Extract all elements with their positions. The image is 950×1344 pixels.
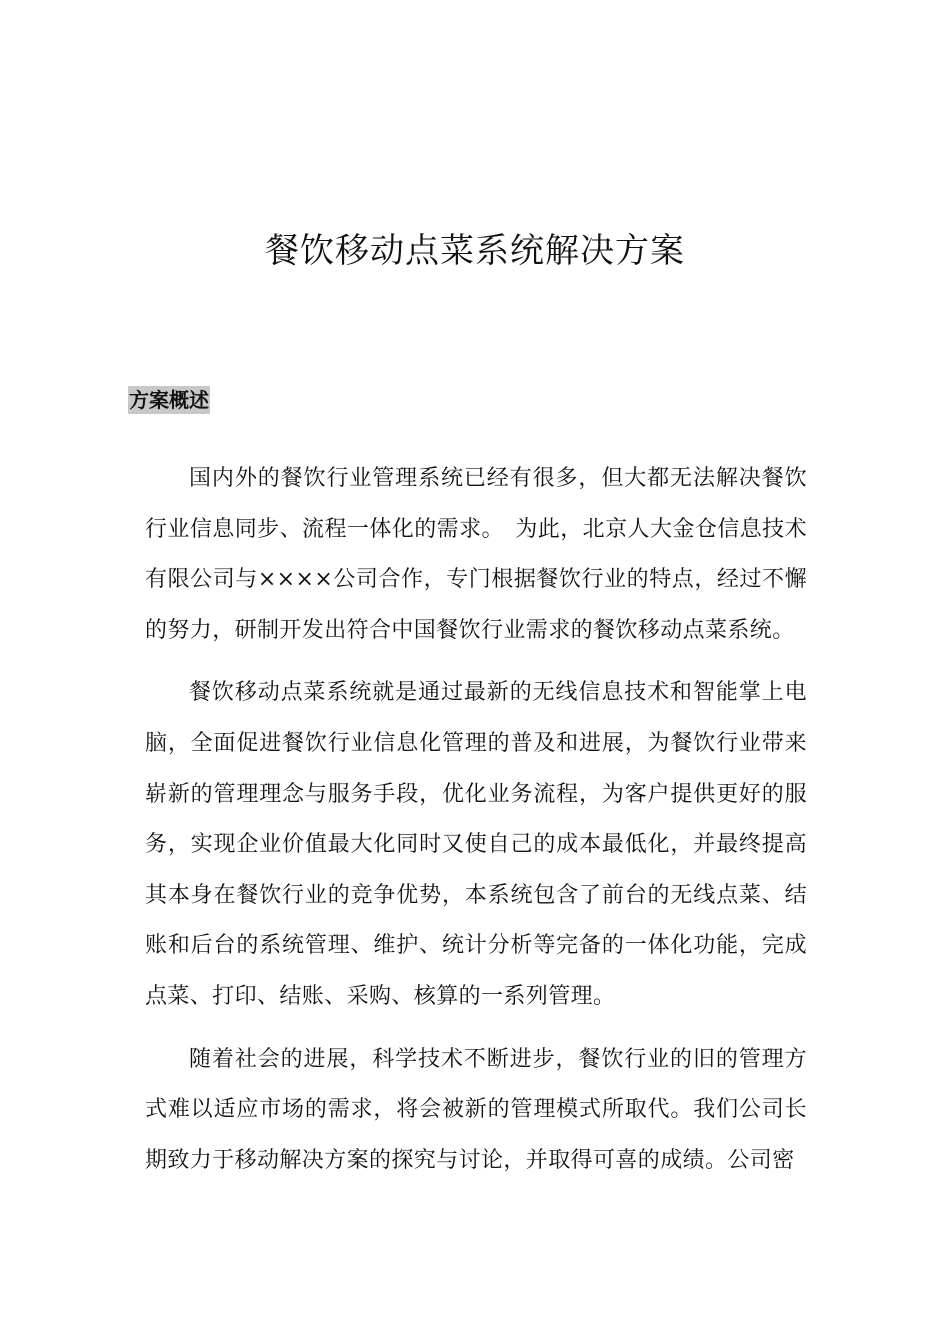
paragraph-2: 餐饮移动点菜系统就是通过最新的无线信息技术和智能掌上电脑，全面促进餐饮行业信息化管理的普及和进展，为餐饮行业带来崭新的管理理念与服务手段，优化业务流程，为客户提供更好的服务，实现企业价值最大化同时又使自己的成本最低化，并最终提高其本身在餐饮行业的竞争优势，本系统包含了前台的无线点菜、结账和后台的系统管理、维护、统计分析等完备的一体化功能，完成点菜、打印、结账、采购、核算的一系列管理。 <box>145 680 807 1009</box>
section-heading: 方案概述 <box>129 388 209 412</box>
paragraph-3: 随着社会的进展，科学技术不断进步，餐饮行业的旧的管理方式难以适应市场的需求，将会被新的管理模式所取代。我们公司长期致力于移动解决方案的探究与讨论，并取得可喜的成绩。公司密 <box>145 1046 807 1173</box>
document-title: 餐饮移动点菜系统解决方案 <box>265 231 685 271</box>
paragraph-1: 国内外的餐饮行业管理系统已经有很多，但大都无法解决餐饮行业信息同步、流程一体化的需求。 为此，北京人大金仓信息技术有限公司与××××公司合作，专门根据餐饮行业的特点，经过不懈的努力，研制开发出符合中国餐饮行业需求的餐饮移动点菜系统。 <box>145 466 807 643</box>
body-text <box>145 454 807 1198</box>
